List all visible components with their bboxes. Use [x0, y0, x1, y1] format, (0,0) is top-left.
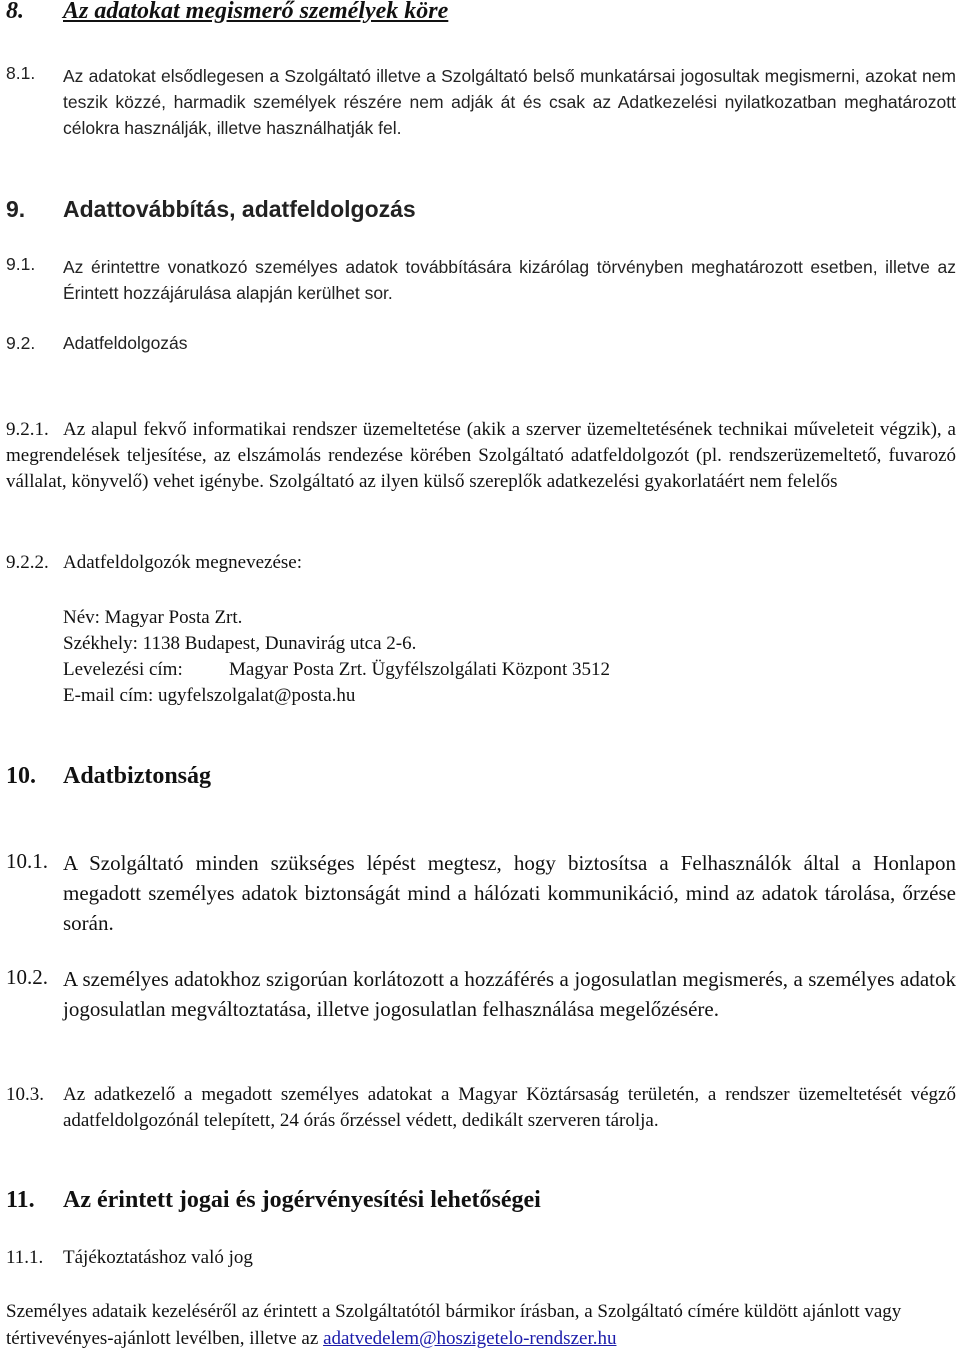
para-9-2-2-number: 9.2.2.: [6, 552, 49, 573]
para-10-1-number: 10.1.: [6, 849, 48, 873]
processor-email: E-mail cím: ugyfelszolgalat@posta.hu: [63, 685, 356, 706]
para-11-1-body-text: Személyes adataik kezeléséről az érintett a Szolgáltatótól bármikor írásban, a Szolgáltató címére küldött ajánlott vagy tértivevényes-ajánlott levélben, illetve az: [6, 1301, 902, 1349]
para-8-1-text: Az adatokat elsődlegesen a Szolgáltató illetve a Szolgáltató belső munkatársai jogosultak megismerni, azokat nem teszik közzé, harmadik személyek részére nem adják át és csak az Adatkezelési nyilatkozatban meghatározott célokra használják, illetve használhatják fel.: [63, 66, 956, 138]
section-10-title: Adatbiztonság: [63, 763, 212, 789]
para-9-2-1-text: Az alapul fekvő informatikai rendszer üzemeltetése (akik a szerver üzemeltetésének technikai műveleteit végzik), a megrendelések teljesítése, az elszámolás rendezése körében Szolgáltató adatfeldolgozót (pl. rendszerüzemeltető, fuvarozó vállalat, könyvelő) vehet igénybe. Szolgáltató az ilyen külső szereplők adatkezelési gyakorlatáért nem felelős: [6, 419, 956, 492]
para-9-2-number: 9.2.: [6, 333, 36, 353]
para-9-1-text: Az érintettre vonatkozó személyes adatok továbbítására kizárólag törvényben meghatározott esetben, illetve az Érintett hozzájárulása alapján kerülhet sor.: [63, 257, 956, 303]
section-10-number: 10.: [6, 763, 36, 789]
para-11-1-body: [6, 1298, 956, 1352]
para-9-1-number: 9.1.: [6, 254, 36, 274]
para-11-1-title: Tájékoztatáshoz való jog: [63, 1247, 253, 1268]
para-8-1-number: 8.1.: [6, 63, 36, 83]
para-10-2-number: 10.2.: [6, 965, 48, 989]
section-8-title: Az adatokat megismerő személyek köre: [63, 0, 449, 24]
para-9-2-1-number: 9.2.1.: [6, 419, 49, 440]
para-11-1-number: 11.1.: [6, 1247, 44, 1268]
para-10-2-text: A személyes adatokhoz szigorúan korlátozott a hozzáférés a jogosulatlan megismerés, a személyes adatok jogosulatlan megváltoztatása, illetve jogosulatlan felhasználása megelőzésére.: [63, 967, 956, 1021]
contact-email-link[interactable]: adatvedelem@hoszigetelo-rendszer.hu: [323, 1328, 617, 1349]
para-10-3-text: Az adatkezelő a megadott személyes adatokat a Magyar Köztársaság területén, a rendszer üzemeltetését végző adatfeldolgozónál telepített, 24 órás őrzéssel védett, dedikált szerveren tárolja.: [63, 1084, 956, 1131]
para-9-2-2-title: Adatfeldolgozók megnevezése:: [63, 552, 302, 573]
section-11-number: 11.: [6, 1187, 35, 1213]
section-8-number: 8.: [6, 0, 24, 24]
processor-name: Név: Magyar Posta Zrt.: [63, 607, 243, 628]
para-10-3-number: 10.3.: [6, 1084, 44, 1105]
processor-mail-value: Magyar Posta Zrt. Ügyfélszolgálati Központ 3512: [229, 659, 610, 680]
section-11-title: Az érintett jogai és jogérvényesítési lehetőségei: [63, 1187, 541, 1213]
processor-seat: Székhely: 1138 Budapest, Dunavirág utca 2-6.: [63, 633, 417, 654]
section-9-title: Adattovábbítás, adatfeldolgozás: [63, 196, 416, 222]
section-9-number: 9.: [6, 196, 26, 222]
para-9-2-title: Adatfeldolgozás: [63, 333, 188, 353]
para-10-1-text: A Szolgáltató minden szükséges lépést megtesz, hogy biztosítsa a Felhasználók által a Honlapon megadott személyes adatok biztonságát mind a hálózati kommunikáció, mind az adatok tárolása, őrzése során.: [63, 851, 956, 935]
processor-mail-label: Levelezési cím:: [63, 659, 183, 680]
